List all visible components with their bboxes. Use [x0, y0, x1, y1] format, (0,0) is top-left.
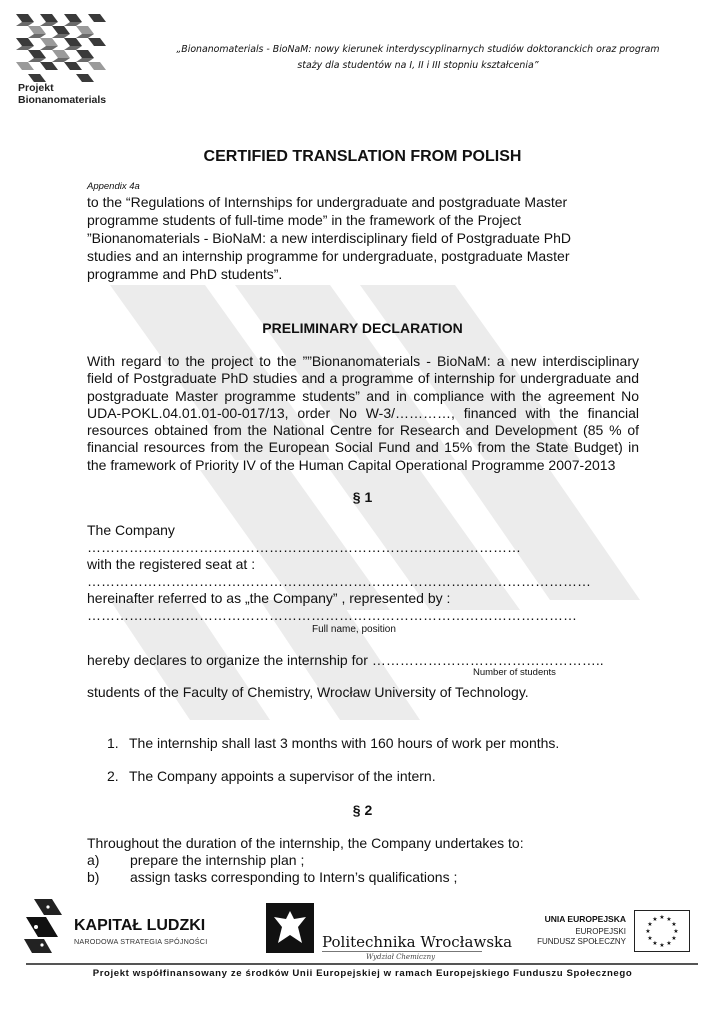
document-title: CERTIFIED TRANSLATION FROM POLISH	[203, 148, 522, 165]
list-item-text: The internship shall last 3 months with 160 hours of work per months.	[129, 735, 560, 751]
eu-flag-icon	[634, 910, 690, 952]
number-of-students-caption: Number of students	[473, 667, 556, 678]
seat-address-blank[interactable]: ………………………………………………………………………………………………	[87, 573, 591, 589]
cofinanced-notice: Projekt współfinansowany ze środków Unii Europejskiej w ramach Europejskiego Funduszu Społecznego	[92, 968, 633, 979]
svg-text:★: ★	[652, 940, 658, 947]
logo-label-bionanomaterials: Bionanomaterials	[18, 94, 107, 106]
kapital-ludzki-subtitle: NARODOWA STRATEGIA SPÓJNOŚCI	[74, 937, 208, 946]
svg-text:★: ★	[659, 914, 665, 921]
company-label: The Company	[87, 522, 175, 538]
declares-line[interactable]: hereby declares to organize the internship for …………………………………………..	[87, 652, 604, 668]
politechnika-eagle-icon	[266, 903, 314, 953]
svg-text:★: ★	[652, 916, 658, 923]
logo-label-projekt: Projekt	[18, 82, 54, 94]
svg-text:★: ★	[666, 940, 672, 947]
list-item	[107, 768, 436, 784]
list-item	[87, 869, 457, 885]
eu-logo	[520, 910, 690, 962]
list-item-letter: b)	[87, 869, 100, 885]
politechnika-faculty: Wydział Chemiczny	[366, 953, 436, 961]
bionanomaterials-logo	[14, 12, 110, 106]
eu-title: UNIA EUROPEJSKA	[544, 914, 626, 924]
list-item-text: The Company appoints a supervisor of the intern.	[129, 768, 436, 784]
list-item-number: 2.	[107, 768, 119, 784]
politechnika-logo	[266, 903, 513, 963]
list-item-letter: a)	[87, 852, 100, 868]
footer-divider	[26, 963, 698, 965]
undertakes-line: Throughout the duration of the internship, the Company undertakes to:	[87, 835, 524, 851]
list-item	[87, 852, 304, 868]
company-name-blank[interactable]: …………………………………………………………………………………	[87, 539, 521, 555]
intro-line: to the “Regulations of Internships for undergraduate and postgraduate Master	[87, 194, 568, 210]
section-1-heading: § 1	[352, 489, 373, 505]
declaration-heading: PRELIMINARY DECLARATION	[262, 320, 463, 336]
svg-text:★: ★	[666, 916, 672, 923]
list-item	[107, 735, 559, 751]
appendix-label: Appendix 4a	[87, 181, 140, 192]
kapital-ludzki-icon	[22, 897, 66, 955]
svg-text:★: ★	[659, 942, 665, 949]
eu-fund-line2: FUNDUSZ SPOŁECZNY	[537, 937, 626, 946]
students-line: students of the Faculty of Chemistry, Wrocław University of Technology.	[87, 684, 529, 700]
svg-text:★: ★	[671, 921, 677, 928]
intro-paragraph	[87, 193, 632, 283]
svg-text:★: ★	[647, 935, 653, 942]
list-item-text: assign tasks corresponding to Intern’s qualifications ;	[130, 869, 458, 885]
intro-line: ”Bionanomaterials - BioNaM: a new interdisciplinary field of Postgraduate PhD	[87, 230, 572, 246]
svg-text:★: ★	[645, 928, 651, 935]
kapital-ludzki-logo	[22, 897, 222, 957]
represented-label: hereinafter referred to as „the Company” , represented by :	[87, 590, 451, 606]
header-quote	[118, 42, 718, 74]
section-2-heading: § 2	[352, 802, 373, 818]
intro-line: studies and an internship programme for undergraduate, postgraduate Master	[87, 248, 570, 264]
header-quote-line2: staży dla studentów na I, II i III stopniu kształcenia”	[297, 60, 539, 71]
kapital-ludzki-title: KAPITAŁ LUDZKI	[74, 917, 206, 934]
list-item-number: 1.	[107, 735, 119, 751]
intro-line: programme and PhD students”.	[87, 266, 283, 282]
declaration-paragraph: With regard to the project to the ””Bionanomaterials - BioNaM: a new interdisciplinary field of Postgraduate PhD studies and a programme of internship for undergraduate and postgraduate Master programme students” and in compliance with the agreement No UDA-POKL.04.01.01-00-017/13, order No W-3/…………, financed with the financial resources obtained from the National Centre for Research and Development (85 % of financial resources from the European Social Fund and 15% from the State Budget) in the framework of Priority IV of the Human Capital Operational Programme 2007-2013	[87, 353, 639, 473]
svg-text:★: ★	[647, 921, 653, 928]
svg-text:★: ★	[673, 928, 679, 935]
fullname-caption: Full name, position	[312, 624, 396, 635]
list-item-text: prepare the internship plan ;	[130, 852, 305, 868]
politechnika-name: Politechnika Wrocławska	[322, 933, 513, 951]
eu-fund-line1: EUROPEJSKI	[575, 927, 626, 936]
bionanomaterials-logo-icon	[14, 12, 110, 84]
politechnika-rule	[322, 951, 482, 952]
intro-line: programme students of full-time mode” in the framework of the Project	[87, 212, 522, 228]
representative-blank[interactable]: ……………………………………………………………………………………………	[87, 607, 577, 623]
header-quote-line1: „Bionanomaterials - BioNaM: nowy kierunek interdyscyplinarnych studiów doktoranckich oraz program	[176, 44, 660, 55]
svg-text:★: ★	[671, 935, 677, 942]
seat-label: with the registered seat at :	[87, 556, 256, 572]
